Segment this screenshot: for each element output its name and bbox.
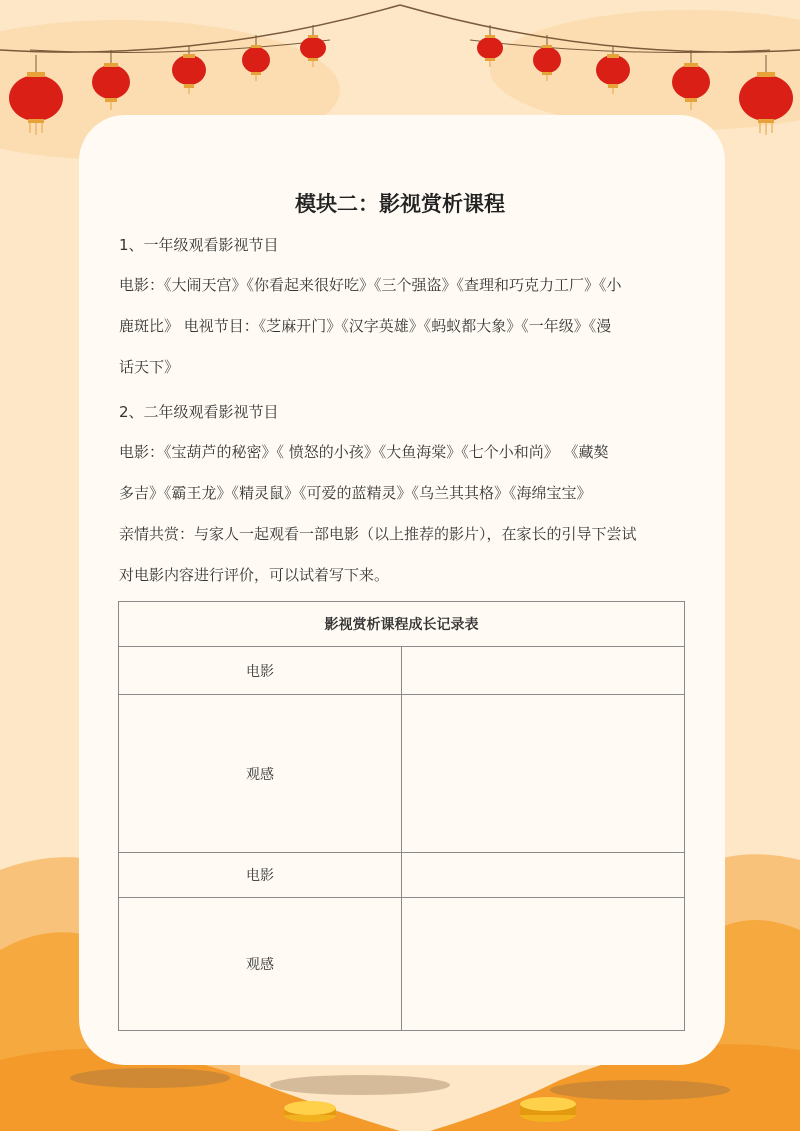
section1-heading: 1、一年级观看影视节目	[119, 236, 279, 254]
record-table-title: 影视赏析课程成长记录表	[119, 602, 685, 647]
row-label: 观感	[119, 898, 402, 1031]
row-label: 观感	[119, 695, 402, 853]
row-value-field[interactable]	[402, 647, 685, 695]
coin-icon	[520, 1097, 576, 1122]
section2-body: 电影：《宝葫芦的秘密》《 愤怒的小孩》《大鱼海棠》《七个小和尚》 《藏獒 多吉》《霸王龙》《精灵鼠》《可爱的蓝精灵》《乌兰其其格》《海绵宝宝》 亲情共赏：与家人一起观看一部电影（以上推荐的影片），在家长的引导下尝试 对电影内容进行评价，可以试着写下来。	[119, 443, 637, 584]
table-row	[119, 647, 685, 695]
record-table	[118, 601, 685, 1031]
row-value-field[interactable]	[402, 695, 685, 853]
section2-heading: 2、二年级观看影视节目	[119, 403, 279, 421]
table-row	[119, 853, 685, 898]
table-row	[119, 898, 685, 1031]
row-label: 电影	[119, 647, 402, 695]
section1-body: 电影：《大闹天宫》《你看起来很好吃》《三个强盗》《查理和巧克力工厂》《小 鹿斑比》 电视节目：《芝麻开门》《汉字英雄》《蚂蚁都大象》《一年级》《漫 话天下》	[119, 276, 622, 376]
row-label: 电影	[119, 853, 402, 898]
table-row	[119, 695, 685, 853]
row-value-field[interactable]	[402, 853, 685, 898]
row-value-field[interactable]	[402, 898, 685, 1031]
page-title: 模块二：影视赏析课程	[295, 192, 505, 216]
coin-icon	[284, 1101, 336, 1122]
